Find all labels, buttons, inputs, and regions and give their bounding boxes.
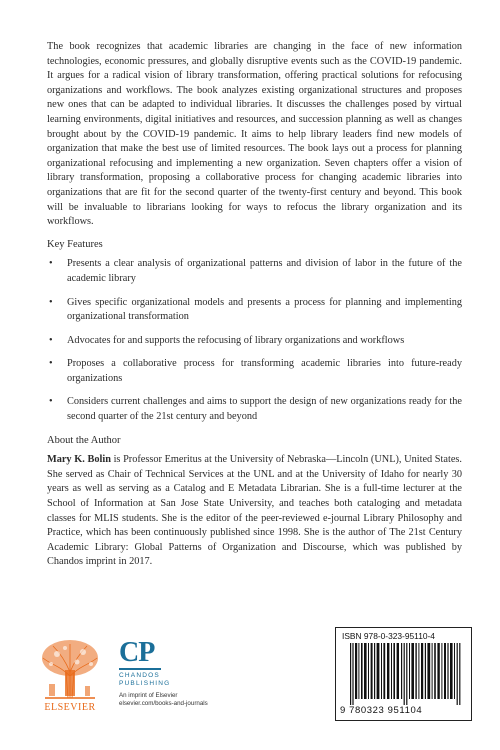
bullet-icon: •	[49, 396, 53, 408]
divider	[119, 668, 161, 670]
barcode-bars-icon	[350, 643, 462, 705]
imprint-line: An imprint of Elsevier	[119, 691, 178, 699]
author-bio	[47, 453, 462, 570]
feature-text: Gives specific organizational models and presents a process for planning and implementing organizational transformation	[67, 296, 462, 323]
barcode-number: 9 780323 951104	[340, 705, 423, 716]
bullet-icon: •	[49, 358, 53, 370]
list-item	[47, 357, 462, 386]
author-name: Mary K. Bolin	[47, 454, 111, 466]
feature-text: Considers current challenges and aims to support the design of new organizations ready for the second quarter of the 21st century and beyond	[67, 396, 462, 423]
chandos-logo	[119, 637, 229, 710]
author-bio-text: is Professor Emeritus at the University of Nebraska—Lincoln (UNL), United States. She served as Chair of Technical Services at the UNL and at the University of Idaho for nearly 30 years as well as serving as a Catalog and E Metadata Librarian. She is a full-time lecturer at the School of Information at San Jose State University, and teaches both cataloging and metadata classes for MLIS students. She is the editor of the peer-reviewed e-journal Library Philosophy and Practice, which has been continuously published since 1998. She is the author of The 21st Century Academic Library: Global Patterns of Organization and Discourse, which was published by Chandos imprint in 2017.	[47, 454, 462, 568]
cover-text	[47, 40, 462, 570]
list-item	[47, 395, 462, 424]
feature-text: Presents a clear analysis of organizational patterns and division of labor in the future of the academic library	[67, 258, 462, 284]
list-item	[47, 334, 462, 349]
list-item	[47, 296, 462, 325]
key-features-heading: Key Features	[47, 238, 103, 250]
publisher-url: elsevier.com/books-and-journals	[119, 699, 208, 707]
isbn-label: ISBN 978-0-323-95110-4	[342, 631, 435, 641]
chandos-name-line2: PUBLISHING	[119, 679, 171, 687]
feature-text: Advocates for and supports the refocusing of library organizations and workflows	[67, 334, 405, 346]
bullet-icon: •	[49, 334, 53, 346]
list-item	[47, 257, 462, 286]
key-features-list	[47, 257, 462, 424]
tree-icon	[35, 636, 105, 702]
about-author-heading: About the Author	[47, 434, 121, 446]
elsevier-wordmark: ELSEVIER	[44, 702, 96, 713]
barcode	[335, 627, 472, 721]
chandos-name-line1: CHANDOS	[119, 671, 160, 679]
bullet-icon: •	[49, 296, 53, 308]
feature-text: Proposes a collaborative process for transforming academic libraries into future-ready organizations	[67, 358, 462, 384]
book-description: The book recognizes that academic libraries are changing in the face of new information technologies, economic pressures, and globally disruptive events such as the COVID-19 pandemic. It argues for a radical vision of library transformation, offering practical solutions for refocusing organizations and workflows. The book analyzes existing organizational structures and proposes new ones that can be adapted to individual libraries. It discusses the challenges posed by virtual learning environments, digital initiatives and resources, and succession planning as well as changes brought about by the COVID-19 pandemic. It aims to help library leaders find new models of organization that make the best use of limited resources. The book lays out a process for planning organizational refocusing and implementing a new organization. Seven chapters offer a vision of library transformation, proposing a collaborative process for changing academic libraries into organizations that are fit for the second quarter of the twenty-first century and beyond. This book will be invaluable to librarians looking for ways to refocus the library organization and its workflows.	[47, 41, 462, 228]
bullet-icon: •	[49, 258, 53, 270]
cp-mark: CP	[119, 637, 155, 668]
elsevier-logo	[35, 636, 105, 716]
